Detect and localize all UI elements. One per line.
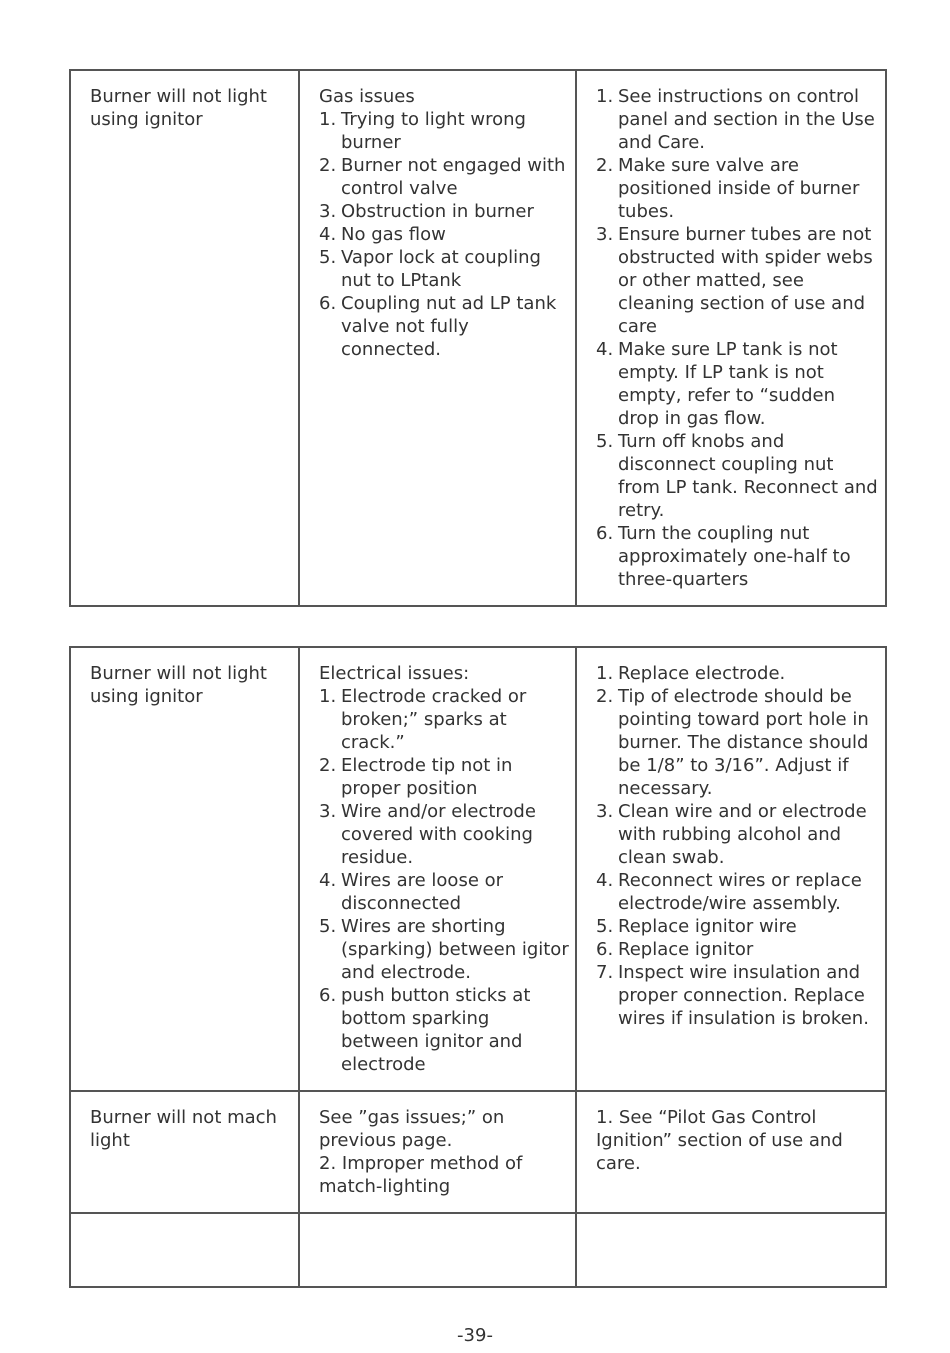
- list-item: 1. Replace electrode.: [596, 663, 786, 684]
- problem-cell: [70, 70, 299, 606]
- list-item: 4. Wires are loose or disconnected: [319, 870, 504, 914]
- troubleshooting-table-electrical: [69, 646, 887, 1288]
- cause-text: See ”gas issues;” on previous page.: [319, 1107, 505, 1151]
- list-item: 3. Obstruction in burner: [319, 201, 534, 222]
- cause-list: [319, 108, 569, 361]
- problem-cell: [70, 1091, 299, 1213]
- cause-cell: [299, 1091, 576, 1213]
- list-item: 2. Electrode tip not in proper position: [319, 755, 513, 799]
- solution-list: [596, 662, 881, 1030]
- table-row: [70, 647, 886, 1091]
- solution-cell: [576, 70, 886, 606]
- list-item: 3. Ensure burner tubes are not obstructed with spider webs or other matted, see cleaning section of use and care: [596, 224, 873, 337]
- list-item: 5. Replace ignitor wire: [596, 916, 797, 937]
- cause-list: [319, 685, 569, 1076]
- problem-cell: [70, 647, 299, 1091]
- troubleshooting-table-gas: [69, 69, 887, 607]
- list-item: 2. Make sure valve are positioned inside of burner tubes.: [596, 155, 860, 222]
- list-item: 1. See instructions on control panel and section in the Use and Care.: [596, 86, 875, 153]
- solution-text: 1. See “Pilot Gas Control Ignition” section of use and care.: [596, 1107, 843, 1174]
- empty-cell: [299, 1213, 576, 1287]
- list-item: 6. Coupling nut ad LP tank valve not fully connected.: [319, 293, 557, 360]
- table-row: [70, 1213, 886, 1287]
- solution-cell: [576, 1091, 886, 1213]
- list-item: 3. Clean wire and or electrode with rubbing alcohol and clean swab.: [596, 801, 867, 868]
- problem-text: Burner will not light using ignitor: [90, 663, 267, 707]
- cause-heading: Electrical issues:: [319, 663, 470, 684]
- list-item: 1. Trying to light wrong burner: [319, 109, 526, 153]
- list-item: 3. Wire and/or electrode covered with cooking residue.: [319, 801, 536, 868]
- list-item: 4. Make sure LP tank is not empty. If LP tank is not empty, refer to “sudden drop in gas flow.: [596, 339, 838, 429]
- problem-text: Burner will not mach light: [90, 1107, 277, 1151]
- list-item: 2. Burner not engaged with control valve: [319, 155, 566, 199]
- list-item: 2. Tip of electrode should be pointing toward port hole in burner. The distance should be 1/8” to 3/16”. Adjust if necessary.: [596, 686, 869, 799]
- list-item: 6. push button sticks at bottom sparking between ignitor and electrode: [319, 985, 531, 1075]
- page-number: -39-: [457, 1325, 493, 1346]
- cause-text: 2. Improper method of match-lighting: [319, 1153, 523, 1197]
- table-row: [70, 70, 886, 606]
- list-item: 6. Turn the coupling nut approximately one-half to three-quarters: [596, 523, 851, 590]
- cause-cell: [299, 70, 576, 606]
- list-item: 4. Reconnect wires or replace electrode/wire assembly.: [596, 870, 862, 914]
- table-row: [70, 1091, 886, 1213]
- empty-cell: [70, 1213, 299, 1287]
- solution-cell: [576, 647, 886, 1091]
- list-item: 1. Electrode cracked or broken;” sparks at crack.”: [319, 686, 527, 753]
- list-item: 7. Inspect wire insulation and proper connection. Replace wires if insulation is broken.: [596, 962, 869, 1029]
- cause-heading: Gas issues: [319, 86, 415, 107]
- empty-cell: [576, 1213, 886, 1287]
- list-item: 5. Vapor lock at coupling nut to LPtank: [319, 247, 541, 291]
- list-item: 5. Wires are shorting (sparking) between igitor and electrode.: [319, 916, 569, 983]
- problem-text: Burner will not light using ignitor: [90, 86, 267, 130]
- list-item: 4. No gas flow: [319, 224, 446, 245]
- cause-cell: [299, 647, 576, 1091]
- list-item: 6. Replace ignitor: [596, 939, 754, 960]
- solution-list: [596, 85, 881, 591]
- list-item: 5. Turn off knobs and disconnect coupling nut from LP tank. Reconnect and retry.: [596, 431, 878, 521]
